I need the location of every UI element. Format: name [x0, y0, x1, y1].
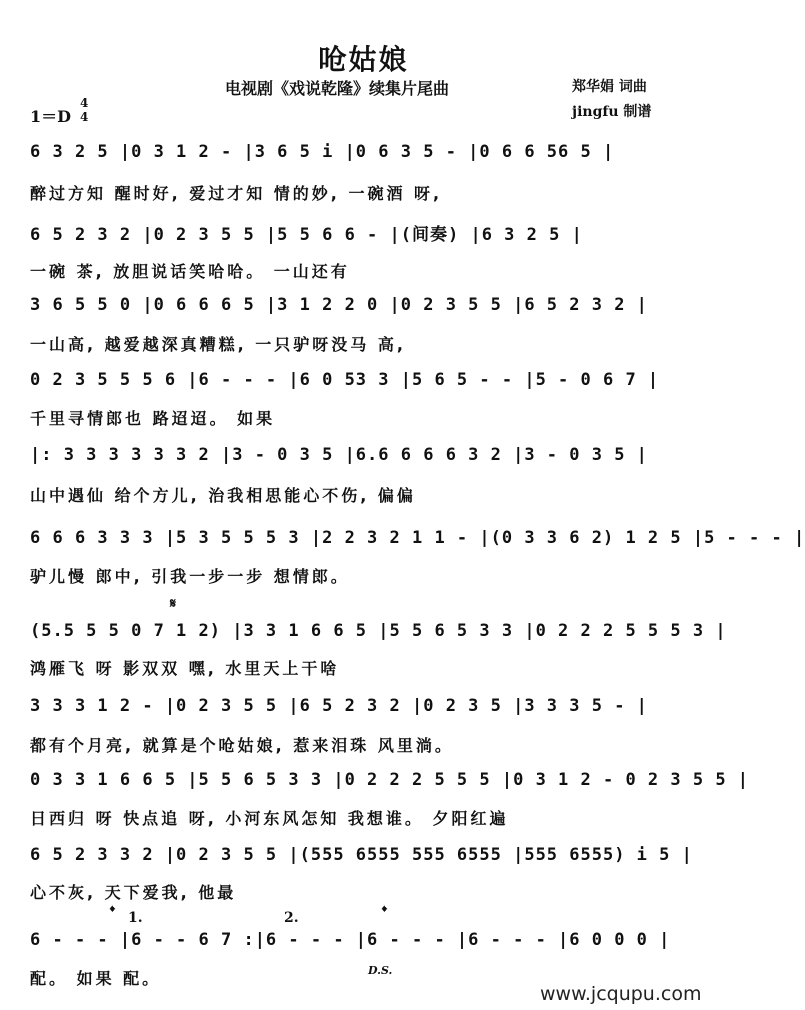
lyrics-line-5: 山中遇仙 给个方儿, 治我相思能心不伤, 偏偏	[30, 486, 416, 505]
lyricist-credit: 郑华娟 词曲	[572, 79, 647, 95]
volta-2: 2.	[284, 910, 299, 926]
notes-line-7: (5.5 5 5 0 7 1 2) |3 3 1 6 6 5 |5 5 6 5 3 3 |0 2 2 2 5 5 5 3 |	[30, 621, 727, 641]
watermark: www.jcqupu.com	[540, 983, 702, 1005]
notes-line-5: |: 3 3 3 3 3 3 2 |3 - 0 3 5 |6.6 6 6 6 3 2 |3 - 0 3 5 |	[30, 445, 648, 465]
key-signature: 1＝D	[30, 107, 72, 126]
time-signature	[80, 96, 88, 124]
lyrics-line-7: 鸿雁飞 呀 影双双 嘿, 水里天上干啥	[30, 659, 340, 678]
lyrics-line-1: 醉过方知 醒时好, 爱过才知 情的妙, 一碗酒 呀,	[30, 184, 443, 203]
lyrics-line-3: 一山高, 越爱越深真糟糕, 一只驴呀没马 高,	[30, 335, 406, 354]
page-title: 呛姑娘	[318, 43, 409, 76]
time-signature-top: 4	[80, 96, 89, 110]
notes-line-2: 6 5 2 3 2 |0 2 3 5 5 |5 5 6 6 - |(间奏) |6 3 2 5 |	[30, 225, 583, 245]
notes-line-10: 6 5 2 3 3 2 |0 2 3 5 5 |(555 6555 555 6555 |555 6555) i 5 |	[30, 845, 693, 865]
notes-line-6: 6 6 6 3 3 3 |5 3 5 5 5 3 |2 2 3 2 1 1 - |(0 3 3 6 2) 1 2 5 |5 - - - |	[30, 528, 805, 548]
lyrics-line-10: 心不灰, 天下爱我, 他最	[30, 883, 237, 902]
arranger-credit: jingfu 制谱	[572, 104, 652, 120]
notes-line-8: 3 3 3 1 2 - |0 2 3 5 5 |6 5 2 3 2 |0 2 3 5 |3 3 3 5 - |	[30, 696, 648, 716]
coda-sign-1: 𝄌	[110, 904, 115, 920]
subtitle: 电视剧《戏说乾隆》续集片尾曲	[225, 79, 450, 98]
notes-line-1: 6 3 2 5 |0 3 1 2 - |3 6 5 i |0 6 3 5 - |0 6 6 56 5 |	[30, 142, 615, 162]
volta-1: 1.	[128, 910, 143, 926]
notes-line-9: 0 3 3 1 6 6 5 |5 5 6 5 3 3 |0 2 2 2 5 5 5 |0 3 1 2 - 0 2 3 5 5 |	[30, 770, 750, 790]
lyrics-line-8: 都有个月亮, 就算是个呛姑娘, 惹来泪珠 风里淌。	[30, 736, 454, 755]
notes-line-3: 3 6 5 5 0 |0 6 6 6 5 |3 1 2 2 0 |0 2 3 5 5 |6 5 2 3 2 |	[30, 295, 648, 315]
coda-sign-2: 𝄌	[382, 904, 387, 920]
lyrics-line-2: 一碗 茶, 放胆说话笑哈哈。 一山还有	[30, 262, 350, 281]
lyrics-line-9: 日西归 呀 快点追 呀, 小河东风怎知 我想谁。 夕阳红遍	[30, 809, 509, 828]
lyrics-line-6: 驴儿慢 郎中, 引我一步一步 想情郎。	[30, 567, 350, 586]
ds-marking: D.S.	[368, 964, 393, 977]
time-signature-bottom: 4	[80, 110, 89, 124]
notes-line-11: 6 - - - |6 - - 6 7 :|6 - - - |6 - - - |6 - - - |6 0 0 0 |	[30, 930, 671, 950]
segno-sign: 𝄋	[170, 596, 177, 612]
lyrics-line-11: 配。 如果 配。	[30, 969, 162, 988]
notes-line-4: 0 2 3 5 5 5 6 |6 - - - |6 0 53 3 |5 6 5 - - |5 - 0 6 7 |	[30, 370, 660, 390]
lyrics-line-4: 千里寻情郎也 路迢迢。 如果	[30, 409, 276, 428]
